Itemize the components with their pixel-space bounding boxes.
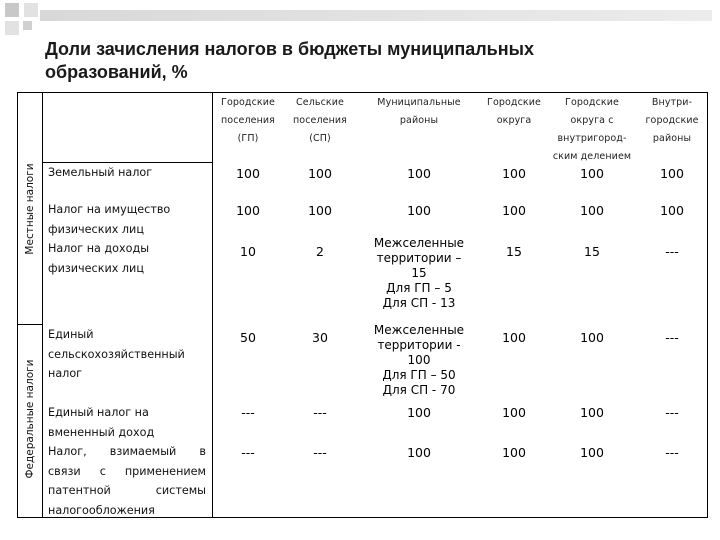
table-cell: 100	[236, 166, 260, 181]
column-header-urban-districts: Городские округа	[487, 97, 541, 126]
table-cell: 100	[502, 405, 526, 420]
table-cell: 100	[502, 166, 526, 181]
table-cell: 15	[506, 244, 522, 259]
table-cell: ---	[241, 405, 255, 420]
table-cell: 100	[580, 445, 604, 460]
table-cell: 100	[502, 203, 526, 218]
top-decoration-bar	[40, 10, 712, 21]
row-label-imputed-income-tax: Единый налог на вмененный доход	[48, 406, 155, 439]
table-cell: 100	[660, 203, 684, 218]
table-cell: 30	[312, 330, 328, 345]
row-label-agricultural-tax: Единый сельскохозяйственный налог	[48, 328, 185, 380]
table-cell: 2	[316, 244, 324, 259]
row-label-property-tax: Налог на имущество физических лиц	[48, 203, 171, 236]
table-cell: ---	[665, 244, 679, 259]
table-cell: ---	[313, 405, 327, 420]
row-label-land-tax: Земельный налог	[48, 166, 153, 179]
table-cell: 100	[580, 405, 604, 420]
column-header-rural-settlements: Сельские поселения (СП)	[292, 97, 347, 144]
table-cell: 100	[407, 445, 431, 460]
column-header-municipal-districts: Муниципальные районы	[377, 97, 461, 126]
table-cell: 100	[502, 445, 526, 460]
title-line-2: образований, %	[45, 62, 188, 82]
table-cell: 100	[660, 166, 684, 181]
table-cell: 100	[580, 166, 604, 181]
table-cell: 100	[407, 166, 431, 181]
group-label-federal-taxes: Федеральные налоги	[24, 359, 36, 479]
table-cell: 100	[407, 203, 431, 218]
table-cell: 100	[580, 330, 604, 345]
title-line-1: Доли зачисления налогов в бюджеты муниципальных	[45, 39, 534, 59]
table-cell: ---	[665, 330, 679, 345]
table-cell: ---	[665, 405, 679, 420]
table-cell-municipal-income-tax: Межселенные территории – 15 Для ГП – 5 Для СП - 13	[373, 236, 465, 310]
table-cell-municipal-agricultural-tax: Межселенные территории - 100 Для ГП – 50 Для СП - 70	[373, 323, 465, 397]
row-label-patent-tax: Налог, взимаемый в связи с применением патентной системы налогообложения	[48, 445, 206, 517]
column-header-urban-districts-with-division: Городские округа с внутригород- ским делением	[552, 97, 632, 162]
table-cell: ---	[313, 445, 327, 460]
column-header-urban-settlements: Городские поселения (ГП)	[220, 97, 275, 144]
row-label-income-tax: Налог на доходы физических лиц	[48, 242, 150, 275]
column-header-intracity-districts: Внутри- городские районы	[645, 97, 699, 144]
table-cell: 100	[502, 330, 526, 345]
table-cell: 15	[584, 244, 600, 259]
table-cell: 100	[407, 405, 431, 420]
table-cell: 100	[308, 166, 332, 181]
table-cell: 100	[308, 203, 332, 218]
table-cell: ---	[665, 445, 679, 460]
table-cell: ---	[241, 445, 255, 460]
table-cell: 100	[236, 203, 260, 218]
page-title	[45, 38, 645, 84]
table-cell: 50	[240, 330, 256, 345]
tax-share-table	[17, 92, 708, 518]
table-cell: 10	[240, 244, 256, 259]
table-cell: 100	[580, 203, 604, 218]
group-label-local-taxes: Местные налоги	[24, 163, 36, 255]
